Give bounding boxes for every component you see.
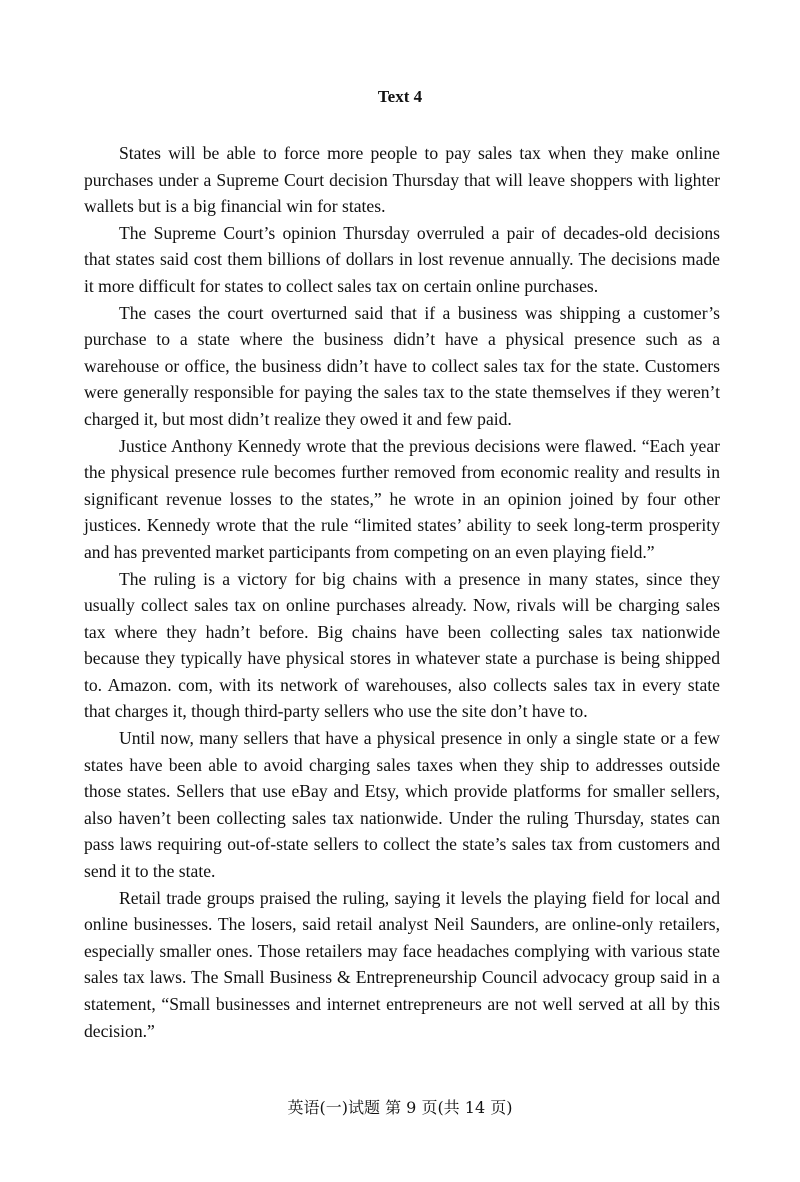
paragraph: Retail trade groups praised the ruling, saying it levels the playing field for local and online businesses. The losers, said retail analyst Neil Saunders, are online-only retailers, especially smaller ones. Those retailers may face headaches complying with various state sales tax laws. The Small Business & Entrepreneurship Council advocacy group said in a statement, “Small businesses and internet entrepreneurs are not well served at all by this decision.” [84, 887, 720, 1041]
passage [84, 140, 720, 1044]
paragraph: The ruling is a victory for big chains with a presence in many states, since they usually collect sales tax on online purchases already. Now, rivals will be charging sales tax where they hadn’t before. Big chains have been collecting sales tax nationwide because they typically have physical stores in whatever state a purchase is being shipped to. Amazon. com, with its network of warehouses, also collects sales tax in every state that charges it, though third-party sellers who use the site don’t have to. [84, 568, 720, 722]
paragraph: The Supreme Court’s opinion Thursday overruled a pair of decades-old decisions that states said cost them billions of dollars in lost revenue annually. The decisions made it more difficult for states to collect sales tax on certain online purchases. [84, 222, 720, 296]
paragraph: States will be able to force more people to pay sales tax when they make online purchases under a Supreme Court decision Thursday that will leave shoppers with lighter wallets but is a big financial win for states. [84, 143, 720, 217]
paragraph: Justice Anthony Kennedy wrote that the previous decisions were flawed. “Each year the physical presence rule becomes further removed from economic reality and results in significant revenue losses to the states,” he wrote in an opinion joined by four other justices. Kennedy wrote that the rule “limited states’ ability to seek long-term prosperity and has prevented market participants from competing on an even playing field.” [84, 435, 720, 562]
paragraph: The cases the court overturned said that if a business was shipping a customer’s purchase to a state where the business didn’t have a physical presence such as a warehouse or office, the business didn’t have to collect sales tax for the state. Customers were generally responsible for paying the sales tax to the state themselves if they weren’t charged it, but most didn’t realize they owed it and few paid. [84, 302, 720, 429]
paragraph: Until now, many sellers that have a physical presence in only a single state or a few states have been able to avoid charging sales taxes when they ship to addresses outside those states. Sellers that use eBay and Etsy, which provide platforms for smaller sellers, also haven’t been collecting sales tax nationwide. Under the ruling Thursday, states can pass laws requiring out-of-state sellers to collect the state’s sales tax from customers and send it to the state. [84, 728, 720, 882]
page-footer: 英语(一)试题 第 9 页(共 14 页) [287, 1098, 513, 1117]
section-title: Text 4 [377, 87, 423, 106]
